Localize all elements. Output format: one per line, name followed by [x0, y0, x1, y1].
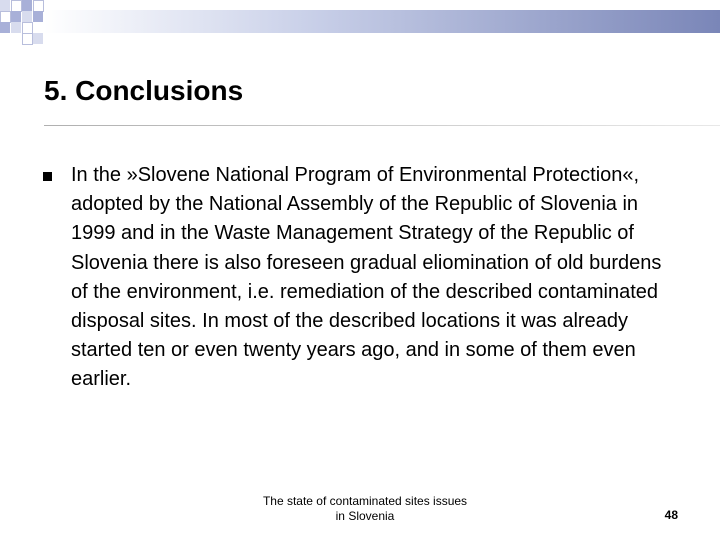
bullet-text: In the »Slovene National Program of Environmental Protection«, adopted by the National Assembly of the Republic of Slovenia in 1999 and in the Waste Management Strategy of the Republic of Slovenia there is also foreseen gradual eliomination of old burdens of the environment, i.e. remediation of the described contaminated disposal sites. In most of the described locations it was already started ten or even twenty years ago, and in some of them even earlier. [71, 164, 662, 391]
page-number: 48 [664, 508, 678, 522]
decor-square [0, 22, 10, 33]
footer-line-1: The state of contaminated sites issues [262, 494, 468, 508]
header-decoration [0, 0, 720, 48]
decor-square [22, 33, 33, 45]
decor-square [11, 11, 21, 22]
decor-square [33, 33, 43, 44]
decor-square [0, 0, 10, 11]
header-gradient-band [44, 10, 720, 33]
decor-square [22, 0, 32, 11]
title-divider [44, 125, 720, 126]
slide-footer [245, 494, 485, 524]
footer-line-2: in Slovenia [335, 509, 395, 523]
decor-square [33, 11, 43, 22]
slide-title: 5. Conclusions [44, 75, 244, 106]
square-bullet-icon [43, 172, 52, 181]
decor-square [11, 22, 21, 33]
decor-square [22, 11, 32, 22]
